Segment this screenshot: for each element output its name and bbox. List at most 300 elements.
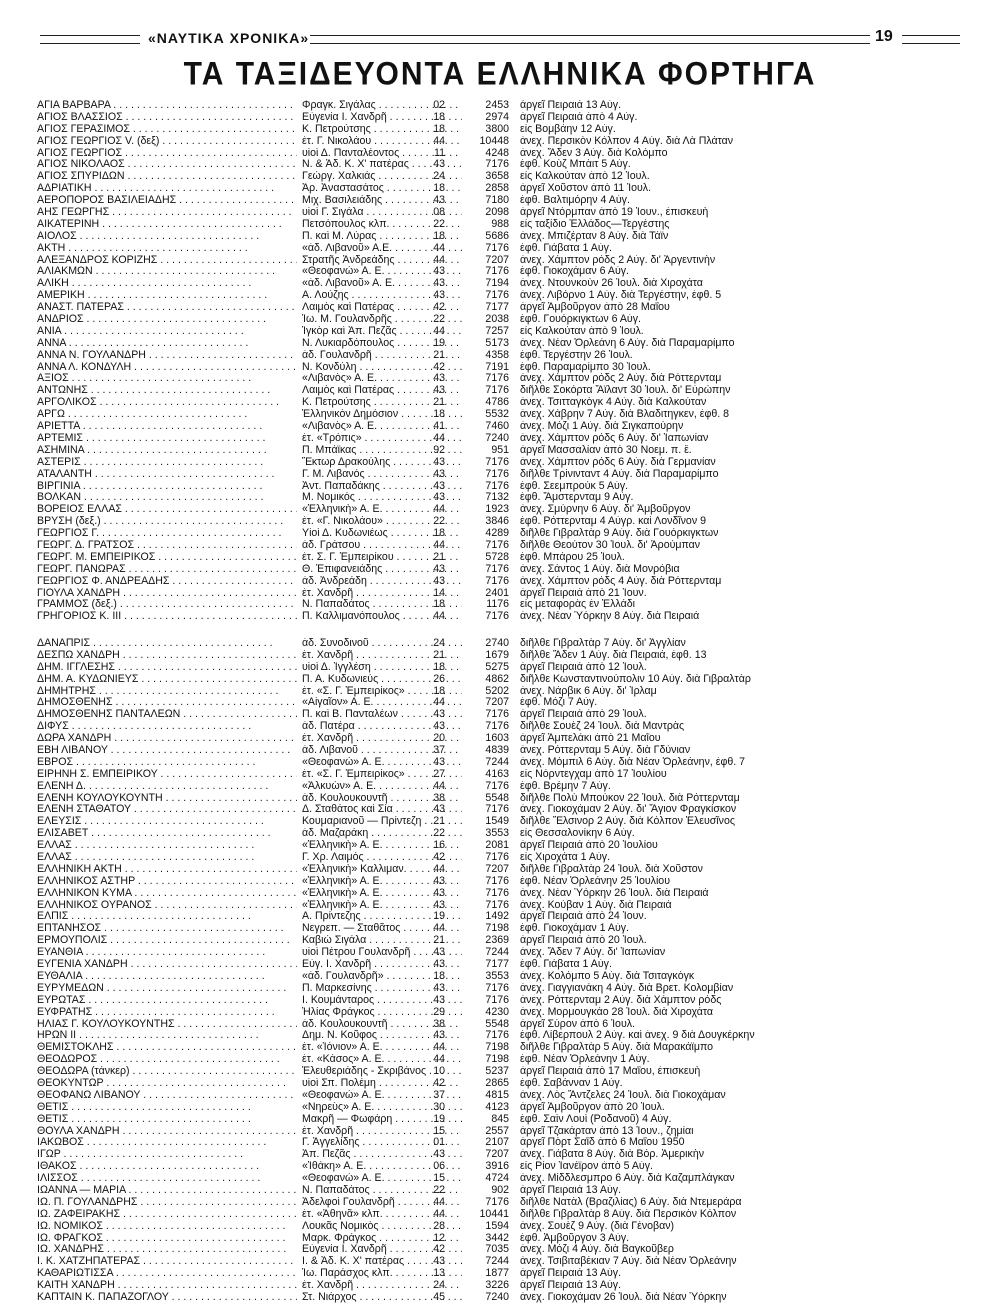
ship-tonnage: 7207	[485, 1149, 509, 1161]
ship-status: ἀργεῖ Πειραιά ἀπὸ 20 Ἰουλ.	[520, 935, 647, 947]
ship-tonnage: 1176	[486, 599, 509, 611]
ship-owner: Π. Μπάϊκας . . .	[302, 445, 462, 457]
ship-status: διῆλθε Γιβραλτὰρ 5 Αὐγ. διὰ Μαρακάϊμπο	[520, 1042, 714, 1054]
ship-tonnage: 7176	[485, 575, 509, 587]
ship-name: Ι. Κ. ΧΑΤΖΗΠΑΤΕΡΑΣ . . .	[37, 1256, 297, 1268]
ship-row	[37, 662, 977, 674]
ship-status: ἐφθ. Βρέμην 7 Αὐγ.	[520, 780, 611, 792]
ship-row	[37, 385, 977, 397]
ship-code: 44	[433, 254, 445, 266]
ship-tonnage: 7132	[485, 492, 509, 504]
ship-status: εἰς Νόρντεγχαμ ἀπὸ 17 Ἰουλίου	[520, 768, 667, 780]
ship-owner: Κ. Πετρούτσης . . .	[302, 124, 462, 136]
ship-name: ΔΕΣΠΩ ΧΑΝΔΡΗ . . .	[37, 650, 297, 662]
ship-code: 44	[433, 697, 445, 709]
ship-owner: Νεγρεπ. — Σταθᾶτος . . .	[302, 923, 462, 935]
ship-owner: Α. Πρίντεζης . . .	[302, 911, 462, 923]
ship-row	[37, 492, 977, 504]
ship-row	[37, 1019, 977, 1031]
ship-status: ἀνεχ. Λὸς Ἄντζελες 24 Ἰουλ. διὰ Γιοκοχάμαν	[520, 1089, 726, 1101]
ship-name: ΙΩΑΝΝΑ — ΜΑΡΙΑ . . .	[37, 1185, 297, 1197]
ship-owner: Κουμαριανοῦ — Πρίντεζη . . .	[302, 816, 462, 828]
ship-name: ΙΩ. ΖΑΦΕΙΡΑΚΗΣ . . .	[37, 1209, 297, 1221]
ship-tonnage: 1679	[485, 649, 509, 661]
ship-name: ΕΛΛΑΣ . . .	[37, 852, 297, 864]
ship-row	[37, 326, 977, 338]
ship-code: 29	[433, 1006, 445, 1018]
ship-tonnage: 4786	[485, 397, 509, 409]
ship-owner: Ἕκτωρ Δρακούλης . . .	[302, 457, 462, 469]
ship-tonnage: 951	[491, 444, 509, 456]
ship-code: 38	[433, 1018, 445, 1030]
ship-code: 41	[433, 421, 445, 433]
ship-name: ΘΕΜΙΣΤΟΚΛΗΣ . . .	[37, 1042, 297, 1054]
ship-owner: Στρατῆς Ἀνδρεάδης . . .	[302, 255, 462, 267]
ship-row	[37, 674, 977, 686]
ship-row	[37, 721, 977, 733]
ship-code: 42	[433, 302, 445, 314]
ship-code: 44	[433, 242, 445, 254]
ship-status: ἐφθ. Γιάβατα 1 Αὐγ.	[520, 242, 612, 254]
ship-status: διῆλθε Πολὺ Μπούκον 22 Ἰουλ. διὰ Ρόττερνταμ	[520, 792, 740, 804]
ship-owner: Δημ. Ν. Κοῦφος . . .	[302, 1030, 462, 1042]
ship-status: ἐφθ. Νέαν Ὀρλεάνην 1 Αὐγ.	[520, 1054, 650, 1066]
ship-status: ἀνεχ. Τσιβιταβέκιαν 7 Αὐγ. διὰ Νέαν Ὀρλεάνην	[520, 1256, 737, 1268]
ship-tonnage: 7191	[485, 361, 509, 373]
ship-code: 43	[433, 480, 445, 492]
ship-code: 21	[433, 649, 445, 661]
ship-row	[37, 481, 977, 493]
ship-name: ΕΛΛΗΝΙΚΟΣ ΑΣΤΗΡ . . .	[37, 876, 297, 888]
ship-name: ΘΕΟΔΩΡΟΣ . . .	[37, 1054, 297, 1066]
ship-code: 21	[433, 935, 445, 947]
ship-owner: «Θεοφανώ» Α. Ε. . . .	[302, 1090, 462, 1102]
ship-tonnage: 4815	[485, 1089, 509, 1101]
ship-name: ΕΛΕΝΗ ΣΤΑΘΑΤΟΥ . . .	[37, 804, 297, 816]
ship-row	[37, 1054, 977, 1066]
ship-tonnage: 7176	[485, 982, 509, 994]
ship-row	[37, 935, 977, 947]
ship-row	[37, 1078, 977, 1090]
ship-code: 21	[433, 551, 445, 563]
ship-owner: Ν. Παπαδάτος . . .	[302, 599, 462, 611]
ship-code: 44	[433, 325, 445, 337]
ship-tonnage: 7240	[485, 1291, 509, 1303]
ship-code: 19	[433, 911, 445, 923]
ship-code: 22	[433, 828, 445, 840]
ship-tonnage: 7176	[485, 899, 509, 911]
ship-status: ἐφθ. Σαὶν Λουὶ (Ροδανοῦ) 4 Αὐγ.	[520, 1113, 672, 1125]
ship-status: ἐφθ. Σαβάνναν 1 Αὐγ.	[520, 1077, 623, 1089]
ship-name: ΙΓΩΡ . . .	[37, 1149, 297, 1161]
ship-tonnage: 5202	[485, 685, 509, 697]
ship-name: ΑΝΝΑ Λ. ΚΟΝΔΥΛΗ . . .	[37, 362, 297, 374]
ship-tonnage: 10441	[479, 1208, 509, 1220]
ship-code: 43	[433, 159, 445, 171]
ship-row	[37, 576, 977, 588]
ship-owner: Ν. Λυκιαρδόπουλος . . .	[302, 338, 462, 350]
ship-row	[37, 445, 977, 457]
ship-owner: ἐτ. Χανδρῆ . . .	[302, 650, 462, 662]
ship-name: ΔΗΜΟΣΘΕΝΗΣ ΠΑΝΤΑΛΕΩΝ . . .	[37, 709, 297, 721]
ship-row	[37, 350, 977, 362]
ship-status: εἰς ταξίδιο Ἑλλάδος—Τεργέστης	[520, 218, 670, 230]
ship-row	[37, 781, 977, 793]
ship-row	[37, 852, 977, 864]
ship-row	[37, 100, 977, 112]
ship-name: ΘΕΤΙΣ . . .	[37, 1114, 297, 1126]
ship-code: 15	[433, 1125, 445, 1137]
ship-tonnage: 7176	[485, 1196, 509, 1208]
ship-row	[37, 745, 977, 757]
ship-row	[37, 757, 977, 769]
ship-code: 43	[433, 887, 445, 899]
ship-name: ΕΛΕΝΗ ΚΟΥΛΟΥΚΟΥΝΤΗ . . .	[37, 793, 297, 805]
ship-row	[37, 112, 977, 124]
ship-row	[37, 433, 977, 445]
ship-code: 18	[433, 123, 445, 135]
ship-row	[37, 362, 977, 374]
ship-owner: Εὐγενία Ι. Χανδρῆ . . .	[302, 112, 462, 124]
ship-name: ΕΛΛΗΝΙΚΟΣ ΟΥΡΑΝΟΣ . . .	[37, 900, 297, 912]
ship-status: ἀνεχ. Νέαν Ὑόρκην 26 Ἰουλ. διὰ Πειραιά	[520, 887, 709, 899]
ship-owner: ἐτ. «Γ. Νικολάου» . . .	[302, 516, 462, 528]
ship-status: ἐφθ. Βαλτιμόρην 4 Αὐγ.	[520, 195, 630, 207]
ship-code: 43	[433, 899, 445, 911]
ship-row	[37, 1007, 977, 1019]
ship-status: εἰς Ρίον Ἰανέϊρον ἀπὸ 5 Αὐγ.	[520, 1161, 653, 1173]
ship-code: 11	[434, 147, 445, 159]
ship-row	[37, 1185, 977, 1197]
ship-code: 43	[433, 373, 445, 385]
ship-tonnage: 3658	[485, 171, 509, 183]
ship-owner: «ἀδ. Λιβανοῦ» Α.Ε. . . .	[302, 243, 462, 255]
ship-owner: Π. Καλλιμανόπουλος . . .	[302, 611, 462, 623]
ship-status: διῆλθε Ἔλσινορ 2 Αὐγ. διὰ Κόλπον Ἐλευσῖνος	[520, 816, 735, 828]
ship-tonnage: 845	[491, 1113, 509, 1125]
ship-status: ἀνεχ. Χάμπτον ρόδς 6 Αὐγ. διὰ Γερμανίαν	[520, 456, 716, 468]
ship-tonnage: 2453	[485, 100, 509, 111]
ship-row	[37, 828, 977, 840]
ship-code: 18	[433, 685, 445, 697]
ship-code: 38	[433, 792, 445, 804]
header-rule-middle	[310, 35, 870, 44]
ship-code: 19	[433, 337, 445, 349]
ship-status: ἀργεῖ Πειραιά 13 Αὐγ.	[520, 1268, 622, 1280]
ship-code: 43	[433, 468, 445, 480]
ship-code: 16	[433, 840, 445, 852]
ship-row	[37, 136, 977, 148]
ship-row	[37, 1280, 977, 1292]
ship-name: ΑΗΣ ΓΕΩΡΓΗΣ . . .	[37, 207, 297, 219]
ship-owner: ἀδ. Μαζαράκη . . .	[302, 828, 462, 840]
ship-name: ΕΥΓΕΝΙΑ ΧΑΝΔΡΗ . . .	[37, 959, 297, 971]
ship-row	[37, 876, 977, 888]
ship-code: 43	[433, 994, 445, 1006]
ship-status: ἐφθ. Ἄμστερνταμ 9 Αὐγ.	[520, 492, 634, 504]
ship-status: ἀργεῖ Πειραιά 13 Αὐγ.	[520, 1280, 622, 1292]
ship-owner: Ἀρ. Ἀναστασάτος . . .	[302, 183, 462, 195]
ship-owner: ἐτ. Χανδρῆ . . .	[302, 1126, 462, 1138]
ship-code: 18	[433, 970, 445, 982]
ship-status: διῆλθε Νατὰλ (Βραζιλίας) 6 Αὐγ. διὰ Ντεμεράρα	[520, 1196, 742, 1208]
ship-tonnage: 7176	[485, 852, 509, 864]
ship-name: ΘΕΟΚΥΝΤΩΡ . . .	[37, 1078, 297, 1090]
ship-row	[37, 709, 977, 721]
ship-code: 43	[433, 563, 445, 575]
ship-code: 20	[433, 733, 445, 745]
ship-owner: Ἐλευθεριάδης - Σκριβάνος . . .	[302, 1066, 462, 1078]
ship-row	[37, 171, 977, 183]
ship-status: διῆλθε Ἄδεν 1 Αὐγ. διὰ Πειραιά, ἐφθ. 13	[520, 649, 707, 661]
ship-code: 22	[433, 314, 445, 326]
ship-owner: «ἀδ. Γουλανδρῆ» . . .	[302, 971, 462, 983]
ship-status: ἀνεχ. Περσικὸν Κόλπον 4 Αὐγ. διὰ Λὰ Πλάταν	[520, 135, 734, 147]
ship-row	[37, 1209, 977, 1221]
ship-status: ἐφθ. Μόζι 7 Αὐγ.	[520, 697, 598, 709]
ship-name: ΚΑΙΤΗ ΧΑΝΔΡΗ . . .	[37, 1280, 297, 1292]
ship-row	[37, 255, 977, 267]
ship-owner: «Λιβανὸς» Α. Ε. . . .	[302, 421, 462, 433]
ship-tonnage: 7176	[485, 1030, 509, 1042]
ship-tonnage: 7460	[485, 421, 509, 433]
ship-tonnage: 7207	[485, 254, 509, 266]
ship-owner: «Ἑλληνικὴ» Α. Ε. . . .	[302, 876, 462, 888]
ship-row	[37, 243, 977, 255]
ship-code: 22	[433, 218, 445, 230]
ship-status: ἀνεχ. Ρόττερνταμ 5 Αὐγ. διὰ Γδύνιαν	[520, 745, 691, 757]
ship-status: ἀργεῖ Πειραιά ἀπὸ 4 Αὐγ.	[520, 111, 638, 123]
ship-code: 21	[433, 816, 445, 828]
ship-status: ἀνεχ. Ρόττερνταμ 2 Αὐγ. διὰ Χάμπτον ρόδς	[520, 994, 722, 1006]
ship-code: 44	[433, 504, 445, 516]
ship-status: ἀργεῖ Πειραιά ἀπὸ 20 Ἰουλίου	[520, 840, 658, 852]
ship-name: ΕΒΡΟΣ . . .	[37, 757, 297, 769]
header-rule-right	[902, 35, 960, 44]
ship-name: ΕΛΕΝΗ Δ. . . .	[37, 781, 297, 793]
ship-tonnage: 7176	[485, 266, 509, 278]
ship-status: ἀργεῖ Πειραιά ἀπὸ 24 Ἰουν.	[520, 911, 647, 923]
ship-owner: «Θεοφανώ» Α. Ε. . . .	[302, 757, 462, 769]
ship-owner: Λαιμὸς καὶ Πατέρας . . .	[302, 302, 462, 314]
ship-tonnage: 7194	[485, 278, 509, 290]
ship-tonnage: 4289	[485, 528, 509, 540]
ship-status: διῆλθε Τρίνινταντ 4 Αὐγ. διὰ Παραμαρίμπο	[520, 468, 719, 480]
ship-status: ἀργεῖ Χοῦστον ἀπὸ 11 Ἰουλ.	[520, 183, 652, 195]
ship-code: 43	[433, 709, 445, 721]
ship-owner: «Αἰγαῖον» Α. Ε. . . .	[302, 697, 462, 709]
ship-name: ΕΥΦΡΑΤΗΣ . . .	[37, 1007, 297, 1019]
ship-name: ΕΒΗ ΛΙΒΑΝΟΥ . . .	[37, 745, 297, 757]
ship-tonnage: 7176	[485, 480, 509, 492]
ship-code: 18	[433, 230, 445, 242]
ship-name: ΑΡΤΕΜΙΣ . . .	[37, 433, 297, 445]
ship-tonnage: 7176	[485, 385, 509, 397]
ship-tonnage: 5686	[485, 230, 509, 242]
ship-row	[37, 793, 977, 805]
ship-owner: Κ. Πετρούτσης . . .	[302, 397, 462, 409]
ship-tonnage: 3553	[485, 970, 509, 982]
ship-tonnage: 5237	[485, 1066, 509, 1078]
ship-owner: Γεώργ. Χαλκιάς . . .	[302, 171, 462, 183]
ship-name: ΑΓΙΑ ΒΑΡΒΑΡΑ . . .	[37, 100, 297, 112]
ship-owner: «Θεοφανώ» Α. Ε. . . .	[302, 266, 462, 278]
ship-name: ΑΙΟΛΟΣ . . .	[37, 231, 297, 243]
ship-name: ΕΛΙΣΑΒΕΤ . . .	[37, 828, 297, 840]
ship-owner: υἱοὶ Πέτρου Γουλανδρῆ . . .	[302, 947, 462, 959]
ship-name: ΘΕΟΔΩΡΑ (τάνκερ) . . .	[37, 1066, 297, 1078]
ship-owner: υἱοὶ Γ. Σιγάλα . . .	[302, 207, 462, 219]
ship-name: ΚΑΘΑΡΙΩΤΙΣΣΑ . . .	[37, 1268, 297, 1280]
ship-code: 44	[433, 1042, 445, 1054]
ship-owner: «Ἀλκυὼν» Α. Ε. . . .	[302, 781, 462, 793]
ship-tonnage: 988	[491, 218, 509, 230]
ship-owner: ἀδ. Γουλανδρῆ . . .	[302, 350, 462, 362]
ship-name: ΑΞΙΟΣ . . .	[37, 373, 297, 385]
ship-tonnage: 5532	[485, 409, 509, 421]
ship-owner: Μ. Νομικός . . .	[302, 492, 462, 504]
ship-code: 18	[433, 409, 445, 421]
ship-tonnage: 4358	[485, 349, 509, 361]
ship-status: ἀνεχ. Λιβόρνο 1 Αὐγ. διὰ Τεργέστην, ἐφθ. 5	[520, 290, 722, 302]
ship-owner: ἀδ. Λιβανοῦ . . .	[302, 745, 462, 757]
ship-status: ἀνεχ. Γιάβατα 8 Αὐγ. διὰ Βόρ. Ἀμερικὴν	[520, 1149, 705, 1161]
ship-row	[37, 1268, 977, 1280]
ship-status: ἀργεῖ Ἀμβοῦργον ἀπὸ 20 Ἰουλ.	[520, 1101, 665, 1113]
ship-tonnage: 4724	[485, 1173, 509, 1185]
ship-owner: «Ἑλληνικὴ» Α. Ε. . . .	[302, 900, 462, 912]
ship-status: ἀργεῖ Πειραιά ἀπὸ 29 Ἰουλ.	[520, 709, 647, 721]
ship-tonnage: 5728	[485, 551, 509, 563]
ship-status: ἀργεῖ Ἀμβοῦργον ἀπὸ 28 Μαΐου	[520, 302, 670, 314]
ship-code: 43	[433, 982, 445, 994]
ship-owner: υἱοὶ Σπ. Πολέμη . . .	[302, 1078, 462, 1090]
ship-owner: ἀδ. Γράτσου . . .	[302, 540, 462, 552]
ship-name: ΕΛΛΑΣ . . .	[37, 840, 297, 852]
ship-name: ΕΥΘΑΛΙΑ . . .	[37, 971, 297, 983]
ship-row	[37, 1256, 977, 1268]
ship-name: ΑΝΝΑ Ν. ΓΟΥΛΑΝΔΡΗ . . .	[37, 350, 297, 362]
ship-code: 42	[433, 852, 445, 864]
ship-code: 43	[433, 1256, 445, 1268]
ship-row	[37, 1066, 977, 1078]
ship-status: ἀργεῖ Πὸρτ Σαΐδ ἀπὸ 6 Μαΐου 1950	[520, 1137, 685, 1149]
ship-tonnage: 7176	[485, 563, 509, 575]
ship-tonnage: 5548	[485, 792, 509, 804]
ship-status: διῆλθε Θεούτον 30 Ἰουλ. δι' Ἀρούμπαν	[520, 539, 701, 551]
ship-tonnage: 5275	[485, 661, 509, 673]
ship-tonnage: 3226	[485, 1280, 509, 1292]
ship-row	[37, 338, 977, 350]
ship-owner: Ἰω. Μ. Γουλανδρῆς . . .	[302, 314, 462, 326]
ship-owner: «Ἑλληνικὴ» Α. Ε. . . .	[302, 504, 462, 516]
ship-row	[37, 733, 977, 745]
ship-name: ΔΑΝΑΠΡΙΣ . . .	[37, 638, 297, 650]
ship-name: ΑΓΙΟΣ ΓΕΩΡΓΙΟΣ V. (δεξ) . . .	[37, 136, 297, 148]
ship-name: ΕΛΠΙΣ . . .	[37, 911, 297, 923]
ship-owner: Γ. Μ. Λιβανός . . .	[302, 469, 462, 481]
ship-row	[37, 995, 977, 1007]
ship-tonnage: 7180	[485, 195, 509, 207]
ship-tonnage: 2858	[485, 183, 509, 195]
ship-tonnage: 2557	[485, 1125, 509, 1137]
ship-code: 43	[433, 575, 445, 587]
ship-owner: Στ. Νιάρχος . . .	[302, 1292, 462, 1304]
ship-status: ἀνεχ. Νέαν Ὑόρκην 8 Αὐγ. διὰ Πειραιά	[520, 611, 700, 623]
ship-status: ἀργεῖ Πειραιά ἀπὸ 12 Ἰουλ.	[520, 661, 647, 673]
ship-tonnage: 2740	[485, 638, 509, 649]
ship-status: ἐφθ. Γιοκοχάμαν 6 Αὐγ.	[520, 266, 629, 278]
ship-code: 43	[433, 721, 445, 733]
ship-owner: Μιχ. Βασιλειάδης . . .	[302, 195, 462, 207]
ship-name: ΑΓΙΟΣ ΝΙΚΟΛΑΟΣ . . .	[37, 159, 297, 171]
ship-owner: Ἑλληνικὸν Δημόσιον . . .	[302, 409, 462, 421]
ship-owner: Ν. Κονδύλη . . .	[302, 362, 462, 374]
ship-code: 10	[433, 1066, 445, 1078]
ship-name: ΔΗΜΗΤΡΗΣ . . .	[37, 686, 297, 698]
ship-tonnage: 3846	[485, 516, 509, 528]
ship-code: 15	[433, 1173, 445, 1185]
ship-name: ΙΘΑΚΟΣ . . .	[37, 1161, 297, 1173]
ship-code: 13	[433, 1268, 445, 1280]
ship-owner: Υἱοὶ Δ. Κυδωνιέως . . .	[302, 528, 462, 540]
ship-row	[37, 528, 977, 540]
ship-row	[37, 611, 977, 623]
ship-tonnage: 7035	[485, 1244, 509, 1256]
ship-owner: ἐτ. «Ἀθηνᾶ» κλπ. . . .	[302, 1209, 462, 1221]
ship-status: ἀνεχ. Μόζι 1 Αὐγ. διὰ Σιγκαπούρην	[520, 421, 684, 433]
ship-owner: ἐτ. Χανδρῆ . . .	[302, 588, 462, 600]
ship-status: διῆλθε Σοκόρτα Ἄϊλαντ 30 Ἰουλ. δι' Εὐρώπην	[520, 385, 731, 397]
ship-row	[37, 769, 977, 781]
ship-owner: «Ἑλληνικὴ» Α. Ε. . . .	[302, 888, 462, 900]
ship-tonnage: 4862	[485, 673, 509, 685]
ship-name: ΚΑΠΤΑΙΝ Κ. ΠΑΠΑΖΟΓΛΟΥ . . .	[37, 1292, 297, 1304]
ship-name: ΑΕΡΟΠΟΡΟΣ ΒΑΣΙΛΕΙΑΔΗΣ . . .	[37, 195, 297, 207]
ship-row	[37, 983, 977, 995]
ship-status: ἀνεχ. Χάμπτον ρόδς 4 Αὐγ. διὰ Ρόττερνταμ	[520, 575, 722, 587]
ship-owner: Ἀντ. Παπαδάκης . . .	[302, 481, 462, 493]
ship-code: 43	[433, 456, 445, 468]
ship-status: ἀργεῖ Πειραιά ἀπὸ 17 Μαΐου, ἐπισκευὴ	[520, 1066, 701, 1078]
ship-code: 43	[433, 266, 445, 278]
ship-owner: Π. Α. Κυδωνιεύς . . .	[302, 674, 462, 686]
ship-name: ΑΣΗΜΙΝΑ . . .	[37, 445, 297, 457]
ship-code: 37	[433, 1089, 445, 1101]
ship-code: 44	[433, 539, 445, 551]
header-rule-left	[40, 35, 140, 44]
ship-owner: ἐτ. «Σ. Γ. Ἐμπειρίκος» . . .	[302, 686, 462, 698]
ship-code: 43	[433, 195, 445, 207]
ship-tonnage: 7176	[485, 290, 509, 302]
ship-owner: ἐτ. Γ. Νικολάου . . .	[302, 136, 462, 148]
ship-owner: ἐτ. «Ἰόνιον» Α. Ε. . . .	[302, 1042, 462, 1054]
ship-name: ΑΛΙΑΚΜΩΝ . . .	[37, 266, 297, 278]
ship-name: ΙΩ. Π. ΓΟΥΛΑΝΔΡΗΣ . . .	[37, 1197, 297, 1209]
ship-tonnage: 7240	[485, 432, 509, 444]
ship-tonnage: 7177	[485, 302, 509, 314]
ship-tonnage: 1877	[485, 1268, 509, 1280]
ship-name: ΕΠΤΑΝΗΣΟΣ . . .	[37, 923, 297, 935]
ship-tonnage: 7176	[485, 887, 509, 899]
ship-status: ἀνεχ. Γιοκοχάμαν 2 Αὐγ. δι' Ἅγιον Φραγκίσκον	[520, 804, 737, 816]
ship-name: ΑΚΤΗ . . .	[37, 243, 297, 255]
ship-row	[37, 864, 977, 876]
ship-tonnage: 7207	[485, 697, 509, 709]
ship-owner: Καβιώ Σιγάλα . . .	[302, 935, 462, 947]
ship-tonnage: 7198	[485, 1042, 509, 1054]
ship-code: 43	[433, 875, 445, 887]
